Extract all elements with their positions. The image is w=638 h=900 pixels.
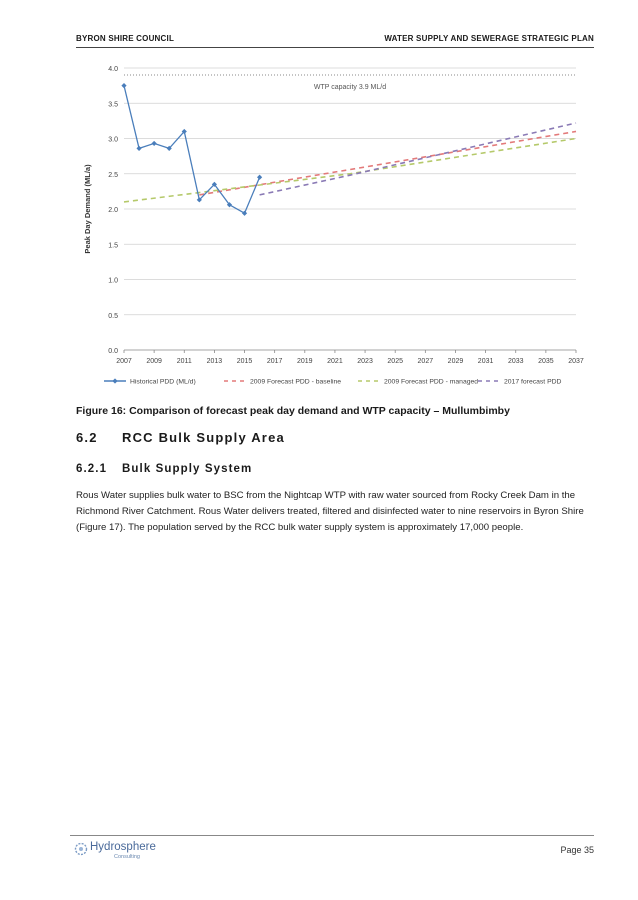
x-tick-label: 2019 [297, 358, 313, 365]
series-line-3 [260, 123, 576, 195]
section-title: RCC Bulk Supply Area [122, 430, 285, 445]
x-tick-label: 2007 [116, 358, 132, 365]
figure-caption: Figure 16: Comparison of forecast peak day demand and WTP capacity – Mullumbimby [76, 405, 510, 417]
y-tick-label: 3.5 [108, 101, 118, 109]
logo-brand-text: Hydrosphere [90, 841, 156, 853]
legend-label-2: 2009 Forecast PDD - managed [384, 378, 479, 386]
historical-point [152, 141, 157, 146]
y-tick-label: 0.0 [108, 348, 118, 355]
x-tick-label: 2013 [206, 358, 223, 365]
x-tick-label: 2027 [417, 358, 434, 365]
historical-point [257, 175, 262, 180]
y-tick-label: 1.5 [108, 242, 118, 250]
x-tick-label: 2029 [447, 358, 464, 365]
subsection-heading [76, 463, 252, 475]
series-line-0 [124, 86, 260, 214]
wtp-capacity-label: WTP capacity 3.9 ML/d [313, 84, 387, 92]
x-tick-label: 2037 [568, 358, 584, 365]
x-tick-label: 2033 [507, 358, 524, 365]
x-tick-label: 2017 [266, 358, 283, 365]
x-tick-label: 2015 [236, 358, 253, 365]
header-document-title: WATER SUPPLY AND SEWERAGE STRATEGIC PLAN [384, 34, 594, 43]
x-tick-label: 2011 [176, 358, 192, 365]
y-tick-label: 3.0 [108, 136, 118, 144]
subsection-title: Bulk Supply System [122, 463, 253, 475]
x-tick-label: 2021 [327, 358, 343, 365]
header-organisation: BYRON SHIRE COUNCIL [76, 34, 175, 43]
legend-label-3: 2017 forecast PDD [504, 378, 562, 386]
historical-point [242, 211, 247, 216]
x-tick-label: 2025 [387, 358, 403, 365]
footer-rule [70, 835, 594, 836]
series-line-2 [124, 139, 576, 202]
logo-sub-text: Consulting [114, 854, 140, 860]
peak-day-demand-chart [76, 56, 596, 396]
subsection-number: 6.2.1 [76, 463, 108, 475]
header-rule [76, 47, 594, 48]
y-tick-label: 4.0 [108, 66, 118, 73]
x-tick-label: 2035 [538, 358, 554, 365]
y-tick-label: 1.0 [108, 277, 118, 285]
body-paragraph: Rous Water supplies bulk water to BSC from the Nightcap WTP with raw water sourced from Rocky Creek Dam in the Richmond River Catchment. Rous Water delivers treated, filtered and disinfected water to nine reservoirs in Byron Shire (Figure 17). The population served by the RCC bulk water supply system is approximately 17,000 people. [76, 490, 584, 533]
section-heading [76, 430, 285, 445]
y-tick-label: 0.5 [108, 312, 118, 320]
page-header [76, 34, 594, 48]
y-tick-label: 2.0 [108, 207, 118, 214]
legend-label-0: Historical PDD (ML/d) [130, 378, 196, 386]
y-tick-label: 2.5 [108, 171, 118, 179]
section-number: 6.2 [76, 430, 98, 445]
historical-point [136, 146, 141, 151]
x-tick-label: 2023 [357, 358, 373, 365]
hydrosphere-logo-icon [74, 842, 88, 856]
legend-marker [112, 378, 117, 383]
legend-label-1: 2009 Forecast PDD - baseline [250, 378, 342, 386]
x-tick-label: 2031 [477, 358, 494, 365]
historical-point [121, 83, 126, 88]
page-number: Page 35 [560, 845, 594, 855]
y-axis-label: Peak Day Demand (ML/a) [83, 164, 92, 254]
x-tick-label: 2009 [146, 358, 162, 365]
